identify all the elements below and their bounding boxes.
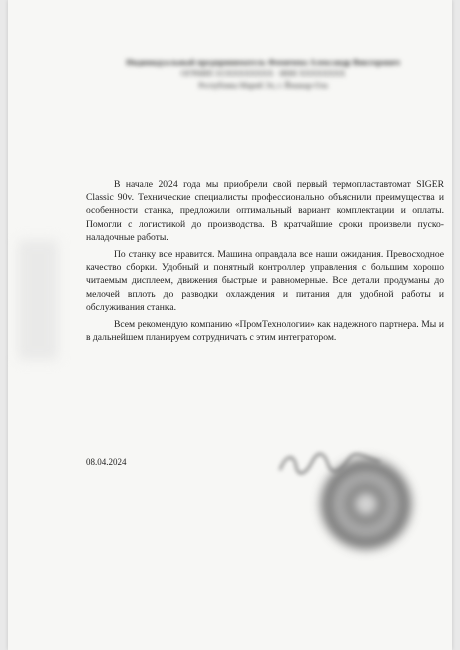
letterhead-address: Республика Марий Эл, г. Йошкар-Ола xyxy=(198,81,328,90)
paragraph-3: Всем рекомендую компанию «ПромТехнологии» как надежного партнера. Мы и в дальнейшем планируем сотрудничать с этим интегратором. xyxy=(86,319,444,344)
background-smudge xyxy=(18,240,58,360)
paragraph-1: В начале 2024 года мы приобрели свой первый термопластавтомат SIGER Classic 90v. Технические специалисты профессионально объяснили преимущества и особенности станка, предложили оптимальный вариант комплектации и оплаты. Помогли с логистикой до производства. В кратчайшие сроки произвели пуско-наладочные работы. xyxy=(86,179,444,243)
letter-page xyxy=(8,0,452,650)
letterhead-registration: ОГРНИП 315ХХХХХХХХ · ИНН ХХХХХХХХ xyxy=(180,69,346,78)
paragraph-2: По станку все нравится. Машина оправдала все наши ожидания. Превосходное качество сборки. Удобный и понятный контроллер управления с большим хорошо читаемым дисплеем, движения быстрые и равномерные. Все детали продуманы до мелочей вплоть до разводки охлаждения и питания для удобной работы и обслуживания станка. xyxy=(86,249,444,313)
letter-body xyxy=(86,178,444,348)
letter-date: 08.04.2024 xyxy=(86,457,127,467)
letterhead-company: Индивидуальный предприниматель Фомичева Александр Викторович xyxy=(126,57,400,67)
letterhead xyxy=(78,56,448,92)
company-stamp xyxy=(320,458,412,550)
